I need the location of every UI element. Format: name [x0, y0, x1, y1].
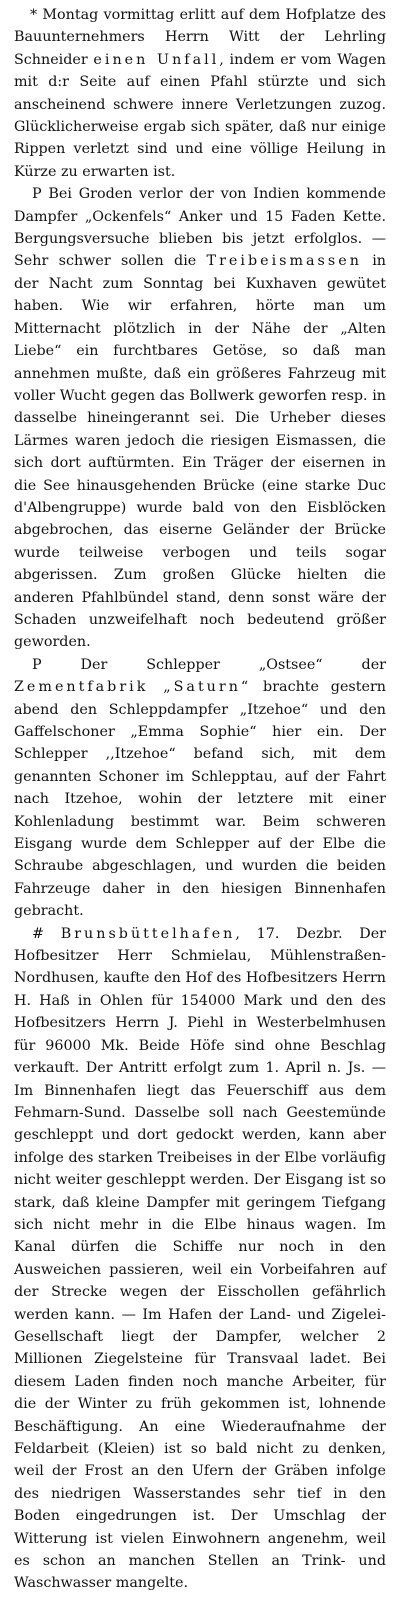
- article-text: * Montag vormittag erlitt auf dem Hofplatze des Bauunternehmers Herrn Witt der Lehrling Schneider: [14, 7, 386, 68]
- article-brunsbuettelhafen: [14, 923, 386, 1595]
- article-text: , indem er vom Wagen mit d:r Seite auf einen Pfahl stürzte und sich anscheinend schwere innere Verletzungen zuzog. Glücklicherweise ergab sich später, daß nur einige Rippen verletzt sind und eine völlige Heilung in Kürze zu erwarten ist.: [14, 51, 386, 180]
- article-text: P Der Schlepper „Ostsee“ der: [32, 656, 386, 673]
- spaced-emphasis: Zementfabrik „Saturn“: [14, 679, 252, 696]
- article-text: #: [32, 925, 61, 942]
- article-ice-groden: [14, 183, 386, 654]
- article-tugboat: [14, 654, 386, 923]
- article-text: in der Nacht zum Sonntag bei Kuxhaven gewütet haben. Wie wir erfahren, hörte man um Mitternacht plötzlich in der Nähe der „Alten Liebe“ ein furchtbares Getöse, so daß man annehmen mußte, daß ein größeres Fahrzeug mit voller Wucht gegen das Bollwerk geworfen resp. in dasselbe hineingerannt sei. Die Urheber dieses Lärmes waren jedoch die riesigen Eismassen, die sich dort auftürmten. Ein Träger der eisernen in die See hinausgehenden Brücke (eine starke Duc d'Albengruppe) wurde bald von den Eisblöcken abgebrochen, das eiserne Geländer der Brücke wurde teilweise verbogen und teils sogar abgerissen. Zum großen Glücke hielten die anderen Pfahlbündel stand, denn sonst wäre der Schaden unzweifelhaft noch bedeutend größer geworden.: [14, 253, 386, 651]
- spaced-emphasis: einen Unfall: [93, 51, 220, 68]
- spaced-emphasis: Brunsbüttelhafen: [60, 925, 236, 942]
- article-text: , 17. Dezbr. Der Hofbesitzer Herr Schmielau, Mühlenstraßen-Nordhusen, kaufte den Hof des Hofbesitzers Herrn H. Haß in Ohlen für 154000 Mark und den des Hofbesitzers Herrn J. Piehl in Westerbelmhusen für 96000 Mk. Beide Höfe sind ohne Beschlag verkauft. Der Antritt erfolgt zum 1. April n. Js. — Im Binnenhafen liegt das Feuerschiff aus dem Fehmarn-Sund. Dasselbe soll nach Geestemünde geschleppt und dort gedockt werden, kann aber infolge des starken Treibeises in der Elbe vorläufig nicht weiter geschleppt werden. Der Eisgang ist so stark, daß kleine Dampfer mit geringem Tiefgang sich nicht mehr in die Elbe hinaus wagen. Im Kanal dürfen die Schiffe nur noch in den Ausweichen passieren, weil ein Vorbeifahren auf der Strecke wegen der Eisschollen gefährlich werden kann. — Im Hafen der Land- und Zigelei-Gesellschaft liegt der Dampfer, welcher 2 Millionen Ziegelsteine für Transvaal ladet. Bei diesem Laden finden noch manche Arbeiter, für die der Winter zu früh gekommen ist, lohnende Beschäftigung. An eine Wiederaufnahme der Feldarbeit (Kleien) ist so bald nicht zu denken, weil der Frost an den Ufern der Gräben infolge des niedrigen Wasserstandes sehr tief in den Boden eingedrungen ist. Der Umschlag der Witterung ist vielen Einwohnern angenehm, weil es schon an manchen Stellen an Trink- und Waschwasser mangelte.: [14, 925, 386, 1592]
- article-text: P Bei Groden verlor der von Indien kommende Dampfer „Ockenfels“ Anker und 15 Faden Kette. Bergungsversuche blieben bis jetzt erfolglos. — Sehr schwer sollen die: [14, 186, 386, 270]
- article-text: brachte gestern abend den Schleppdampfer „Itzehoe“ und den Gaffelschoner „Emma Sophie“ hier ein. Der Schlepper ,,Itzehoe“ befand sich, mit dem genannten Schoner im Schlepptau, auf der Fahrt nach Itzehoe, wohin der letztere mit einer Kohlenladung bestimmt war. Beim schweren Eisgang wurde dem Schlepper auf der Elbe die Schraube abgeschlagen, und wurden die beiden Fahrzeuge daher in den hiesigen Binnenhafen gebracht.: [14, 679, 386, 920]
- spaced-emphasis: Treibeismassen: [206, 253, 362, 270]
- article-accident: [14, 4, 386, 183]
